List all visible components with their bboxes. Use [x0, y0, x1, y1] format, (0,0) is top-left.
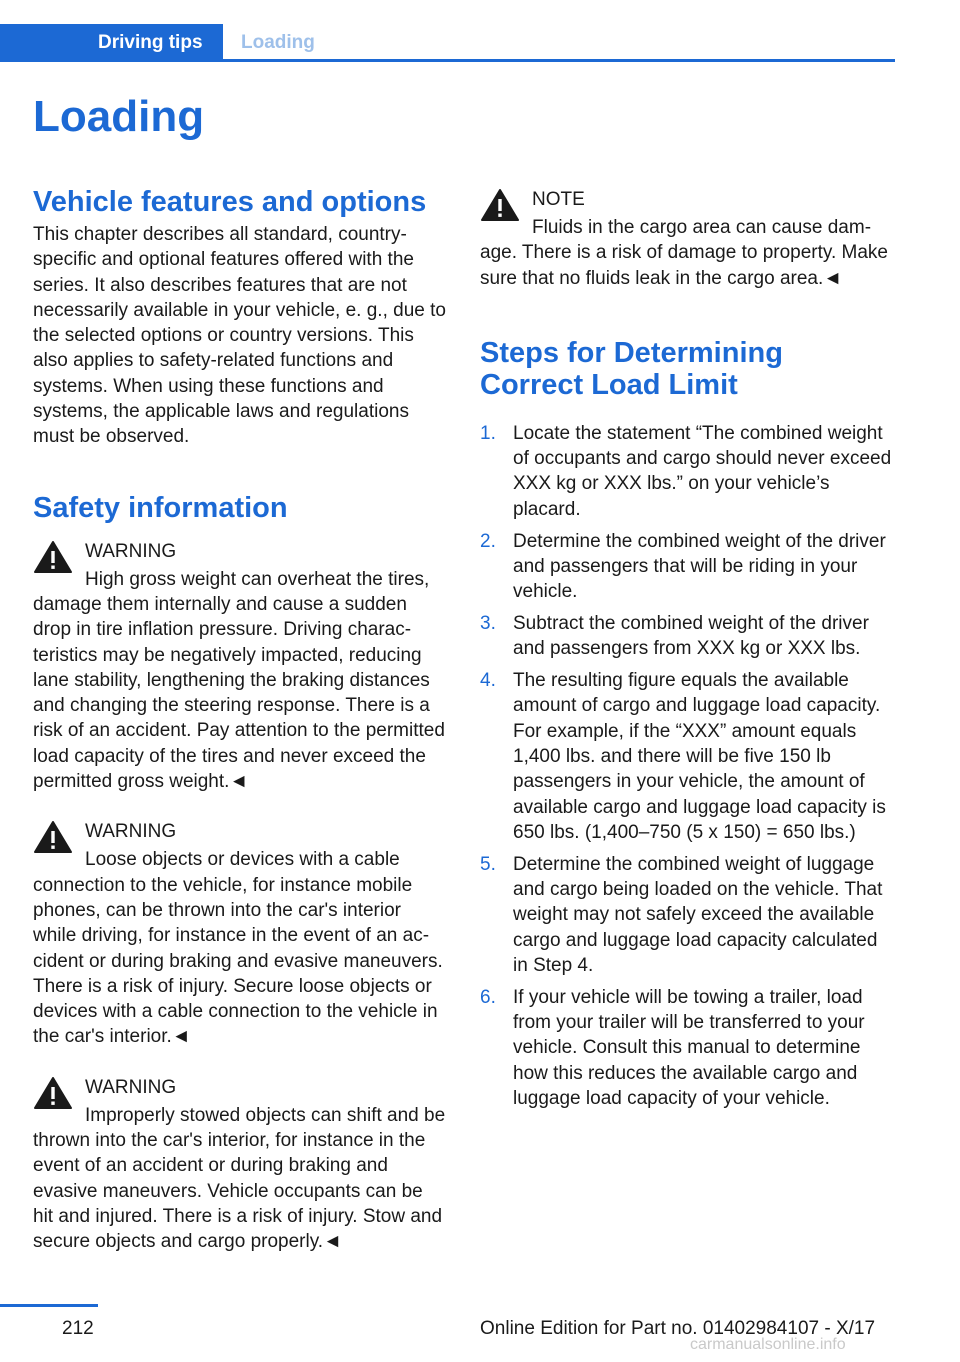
- warning-triangle-icon: [480, 188, 520, 222]
- step-number: 6.: [480, 986, 496, 1008]
- header-divider: [223, 59, 895, 62]
- step-number: 5.: [480, 853, 496, 875]
- load-limit-steps: [480, 421, 895, 1111]
- page-title: Loading: [33, 92, 205, 141]
- note-text: Fluids in the cargo area can cause damage. There is a risk of damage to property. Make sure that no fluids leak in the cargo area.◄: [480, 217, 888, 289]
- list-item: [480, 852, 895, 978]
- page-number: 212: [62, 1318, 94, 1339]
- warning-title: WARNING: [85, 1076, 177, 1098]
- vehicle-features-text: This chapter describes all standard, country-specific and optional features offered with the series. It also describes features that are not necessarily available in your vehicle, e. g., due to the selected options or country versions. This also applies to safety-related functions and systems. When using these functions and systems, the applicable laws and regulations must be observed.: [33, 224, 446, 448]
- section-heading-vehicle-features: Vehicle features and options: [33, 186, 427, 218]
- list-item: [480, 529, 895, 605]
- warning-triangle-icon: [33, 820, 73, 854]
- right-column: [480, 180, 895, 1118]
- left-column: [33, 180, 448, 1255]
- warning-text: Loose objects or devices with a cable connection to the vehicle, for instance mobile phones, can be thrown into the car's interior while driving, for instance in the event of an accident or during braking and evasive maneuvers. There is a risk of injury. Secure loose objects or devices with a cable connection to the vehicle in the car's interior.◄: [33, 849, 443, 1048]
- warning-block: [33, 816, 448, 1049]
- step-number: 1.: [480, 422, 496, 444]
- note-block: [480, 184, 895, 291]
- header-tabbar: [0, 24, 895, 62]
- section-heading-load-limit: Steps for Determining Correct Load Limit: [480, 336, 783, 401]
- step-number: 4.: [480, 670, 496, 692]
- warning-text: Improperly stowed objects can shift and be thrown into the car's interior, for instance in the event of an accident or during braking and evasive maneuvers. Vehicle occupants can be hit and injured. There is a risk of injury. Stow and secure objects and cargo properly.◄: [33, 1104, 446, 1253]
- edition-info: Online Edition for Part no. 01402984107 - X/17: [480, 1318, 876, 1339]
- list-item: [480, 421, 895, 522]
- step-text: The resulting figure equals the available amount of cargo and luggage load capacity. For example, if the “XXX” amount equals 1,400 lbs. and there will be five 150 lb passengers in your vehicle, the amount of available cargo and luggage load capacity is 650 lbs. (1,400–750 (5 x 150) = 650 lbs.): [513, 670, 886, 843]
- warning-block: [33, 536, 448, 795]
- watermark: carmanualsonline.info: [690, 1336, 846, 1353]
- list-item: [480, 668, 895, 845]
- warning-block: [33, 1072, 448, 1255]
- section-heading-safety-information: Safety information: [33, 491, 288, 524]
- step-number: 3.: [480, 612, 496, 634]
- step-text: Determine the combined weight of luggage and cargo being loaded on the vehicle. That weight may not safely exceed the available cargo and luggage load capacity calculated in Step 4.: [513, 853, 883, 976]
- footer-divider: [0, 1304, 98, 1307]
- step-text: Subtract the combined weight of the driver and passengers from XXX kg or XXX lbs.: [513, 612, 869, 660]
- warning-text: High gross weight can overheat the tires, damage them internally and cause a sudden drop in tire inflation pressure. Driving characteristics may be negatively impacted, reducing lane stability, lengthening the braking distances and changing the steering response. There is a risk of an accident. Pay attention to the permitted load capacity of the tires and never exceed the permitted gross weight.◄: [33, 568, 445, 793]
- step-number: 2.: [480, 530, 496, 552]
- warning-triangle-icon: [33, 540, 73, 574]
- warning-triangle-icon: [33, 1076, 73, 1110]
- step-text: Locate the statement “The combined weight of occupants and cargo should never exceed XXX kg or XXX lbs.” on your vehicle’s placard.: [513, 422, 892, 520]
- note-title: NOTE: [532, 189, 585, 210]
- list-item: [480, 985, 895, 1111]
- step-text: If your vehicle will be towing a trailer, load from your trailer will be transferred to your vehicle. Consult this manual to determine how this reduces the available cargo and luggage load capacity of your vehicle.: [513, 986, 865, 1109]
- list-item: [480, 611, 895, 662]
- tab-driving-tips[interactable]: Driving tips: [0, 24, 223, 62]
- warning-title: WARNING: [85, 821, 177, 843]
- warning-title: WARNING: [85, 540, 177, 562]
- step-text: Determine the combined weight of the driver and passengers that will be riding in your vehicle.: [513, 530, 886, 603]
- tab-loading[interactable]: Loading: [241, 32, 315, 53]
